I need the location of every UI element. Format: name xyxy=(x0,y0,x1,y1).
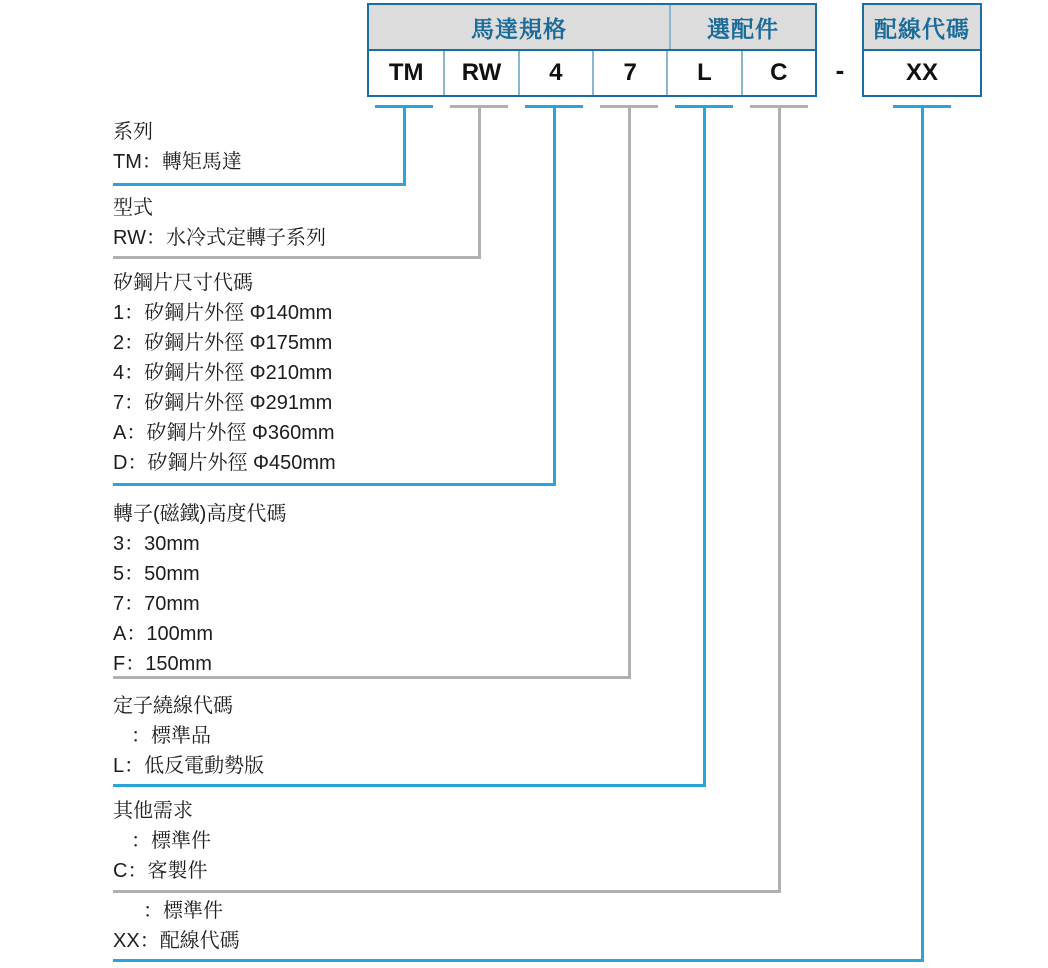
item-code: TM xyxy=(113,151,142,173)
list-item: XX：配線代碼 xyxy=(113,926,240,956)
item-code: C xyxy=(113,860,128,882)
connector-vline-rw xyxy=(478,105,481,259)
connector-vline-xx xyxy=(921,105,924,962)
section-rotor-height xyxy=(113,499,286,679)
wiring-code-row xyxy=(864,51,980,95)
code-cell-series: TM xyxy=(369,51,443,95)
code-separator-dash: - xyxy=(835,54,845,85)
item-code: 3 xyxy=(113,533,125,555)
item-code: 2 xyxy=(113,332,125,354)
item-label: 矽鋼片外徑 Φ450mm xyxy=(147,452,336,474)
list-item: 7：矽鋼片外徑 Φ291mm xyxy=(113,388,336,418)
list-item: ：標準品 xyxy=(131,725,211,747)
item-label: 標準品 xyxy=(151,725,211,747)
section-other-requirements xyxy=(113,796,211,886)
item-code: L xyxy=(113,755,125,777)
code-cell-type: RW xyxy=(443,51,517,95)
table-group-header-row xyxy=(369,5,815,51)
item-label: 標準件 xyxy=(151,830,211,852)
item-label: 低反電動勢版 xyxy=(144,755,265,777)
list-item: 4：矽鋼片外徑 Φ210mm xyxy=(113,358,336,388)
wiring-header-row xyxy=(864,5,980,51)
connector-vline-c xyxy=(778,105,781,893)
list-item: ：標準件 xyxy=(131,830,211,852)
item-code: A xyxy=(113,422,127,444)
code-cell-lamination-size: 4 xyxy=(518,51,592,95)
item-code: RW xyxy=(113,227,146,249)
code-cell-winding: L xyxy=(666,51,740,95)
item-label: 矽鋼片外徑 Φ210mm xyxy=(144,362,333,384)
item-label: 標準件 xyxy=(163,900,223,922)
item-code: A xyxy=(113,623,127,645)
section-title: 系列 xyxy=(113,121,153,143)
item-code: F xyxy=(113,653,126,675)
section-title: 轉子(磁鐵)高度代碼 xyxy=(113,503,287,525)
item-label: 30mm xyxy=(144,533,200,555)
group-header-options: 選配件 xyxy=(669,5,815,49)
item-label: 配線代碼 xyxy=(159,930,240,952)
section-type xyxy=(113,193,326,253)
item-label: 矽鋼片外徑 Φ140mm xyxy=(144,302,333,324)
section-underline-winding xyxy=(113,784,706,787)
list-item: F：150mm xyxy=(113,649,286,679)
item-code: 7 xyxy=(113,593,125,615)
list-item: A：矽鋼片外徑 Φ360mm xyxy=(113,418,336,448)
list-item: TM：轉矩馬達 xyxy=(113,147,242,177)
item-code: 5 xyxy=(113,563,125,585)
group-header-motor-spec: 馬達規格 xyxy=(369,5,669,49)
table-code-row xyxy=(369,51,815,95)
item-label: 水冷式定轉子系列 xyxy=(165,227,326,249)
connector-vline-4 xyxy=(553,105,556,486)
list-item: 7：70mm xyxy=(113,589,286,619)
list-item: ：標準件 xyxy=(143,900,223,922)
section-underline-wiring xyxy=(113,959,924,962)
section-title: 定子繞線代碼 xyxy=(113,695,233,717)
section-title: 型式 xyxy=(113,197,153,219)
model-code-table xyxy=(367,3,817,97)
item-label: 100mm xyxy=(146,623,214,645)
list-item: A：100mm xyxy=(113,619,286,649)
section-series xyxy=(113,117,242,177)
connector-vline-7 xyxy=(628,105,631,679)
list-item: L：低反電動勢版 xyxy=(113,751,264,781)
section-underline-lamination xyxy=(113,483,556,486)
list-item: D：矽鋼片外徑 Φ450mm xyxy=(113,448,336,478)
item-label: 矽鋼片外徑 Φ360mm xyxy=(146,422,335,444)
item-label: 70mm xyxy=(144,593,200,615)
section-winding xyxy=(113,691,264,781)
item-label: 轉矩馬達 xyxy=(161,151,242,173)
section-title: 其他需求 xyxy=(113,800,193,822)
item-code: 7 xyxy=(113,392,125,414)
item-label: 矽鋼片外徑 Φ291mm xyxy=(144,392,333,414)
item-code: 1 xyxy=(113,302,125,324)
list-item: 5：50mm xyxy=(113,559,286,589)
list-item: RW：水冷式定轉子系列 xyxy=(113,223,326,253)
list-item: 2：矽鋼片外徑 Φ175mm xyxy=(113,328,336,358)
code-cell-custom: C xyxy=(741,51,815,95)
list-item: C：客製件 xyxy=(113,856,211,886)
section-lamination-size xyxy=(113,268,336,478)
item-label: 客製件 xyxy=(147,860,208,882)
item-code: XX xyxy=(113,930,140,952)
section-title: 矽鋼片尺寸代碼 xyxy=(113,272,253,294)
list-item: 3：30mm xyxy=(113,529,286,559)
wiring-code-table xyxy=(862,3,982,97)
item-label: 矽鋼片外徑 Φ175mm xyxy=(144,332,333,354)
item-label: 150mm xyxy=(145,653,212,675)
list-item: 1：矽鋼片外徑 Φ140mm xyxy=(113,298,336,328)
code-cell-wiring: XX xyxy=(864,51,980,95)
section-underline-series xyxy=(113,183,406,186)
section-wiring-code xyxy=(113,896,240,956)
code-cell-rotor-height: 7 xyxy=(592,51,666,95)
section-underline-type xyxy=(113,256,481,259)
section-underline-other xyxy=(113,890,781,893)
group-header-wiring-code: 配線代碼 xyxy=(864,5,980,49)
item-code: 4 xyxy=(113,362,125,384)
connector-vline-tm xyxy=(403,105,406,186)
connector-vline-l xyxy=(703,105,706,787)
item-label: 50mm xyxy=(144,563,200,585)
item-code: D xyxy=(113,452,128,474)
